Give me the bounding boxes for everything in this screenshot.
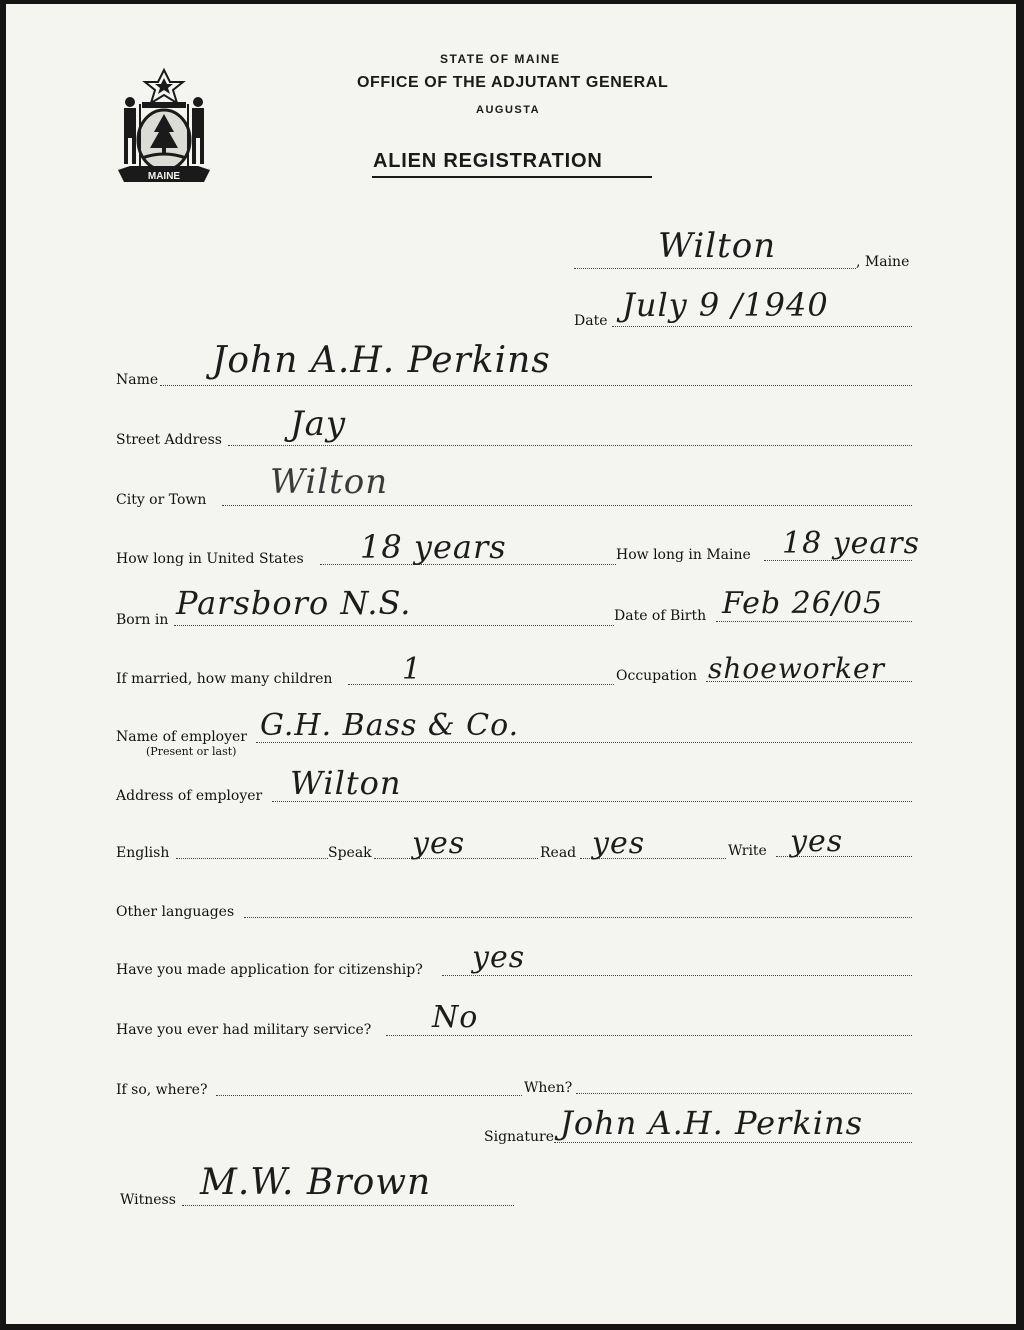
dob-label: Date of Birth	[614, 608, 707, 624]
read-label: Read	[540, 845, 577, 861]
english-label: English	[116, 845, 170, 861]
town-value[interactable]: Wilton	[658, 226, 777, 266]
write-value[interactable]: yes	[790, 824, 844, 859]
english-line	[176, 858, 328, 859]
other-languages-line	[244, 917, 912, 918]
seal-banner-text: MAINE	[147, 171, 181, 182]
state-heading: STATE OF MAINE	[440, 52, 561, 66]
military-value[interactable]: No	[432, 1000, 479, 1035]
occupation-value[interactable]: shoeworker	[708, 652, 885, 685]
name-value[interactable]: John A.H. Perkins	[212, 340, 551, 381]
military-label: Have you ever had military service?	[116, 1022, 372, 1038]
write-label: Write	[728, 843, 767, 859]
occupation-label: Occupation	[616, 668, 698, 684]
other-languages-label: Other languages	[116, 904, 235, 920]
witness-label: Witness	[120, 1192, 176, 1208]
maine-suffix-label: , Maine	[856, 254, 910, 270]
office-heading: OFFICE OF THE ADJUTANT GENERAL	[357, 74, 669, 91]
born-in-label: Born in	[116, 612, 169, 628]
state-seal-icon	[112, 66, 216, 188]
city-value[interactable]: Wilton	[270, 462, 389, 502]
speak-label: Speak	[328, 845, 372, 861]
when-label: When?	[524, 1080, 573, 1096]
born-in-value[interactable]: Parsboro N.S.	[176, 584, 412, 622]
signature-value[interactable]: John A.H. Perkins	[560, 1104, 863, 1142]
dob-value[interactable]: Feb 26/05	[722, 586, 884, 621]
witness-line	[182, 1205, 514, 1206]
dob-line	[716, 621, 912, 622]
street-value[interactable]: Jay	[290, 404, 347, 444]
title-underline	[372, 176, 652, 178]
military-line	[386, 1035, 912, 1036]
street-label: Street Address	[116, 432, 222, 448]
where-line	[216, 1095, 522, 1096]
when-line	[576, 1093, 912, 1094]
name-label: Name	[116, 372, 159, 388]
maine-duration-value[interactable]: 18 years	[782, 526, 921, 561]
form-title: ALIEN REGISTRATION	[373, 150, 603, 172]
employer-address-value[interactable]: Wilton	[290, 764, 402, 802]
street-line	[228, 445, 912, 446]
employer-address-label: Address of employer	[116, 788, 263, 804]
children-value[interactable]: 1	[402, 652, 423, 687]
us-duration-value[interactable]: 18 years	[360, 528, 507, 566]
employer-value[interactable]: G.H. Bass & Co.	[260, 708, 520, 743]
employer-sublabel: (Present or last)	[146, 745, 237, 758]
date-value[interactable]: July 9 /1940	[622, 286, 829, 324]
citizenship-line	[442, 975, 912, 976]
children-line	[348, 684, 614, 685]
signature-line	[554, 1142, 912, 1143]
where-label: If so, where?	[116, 1082, 208, 1098]
maine-duration-label: How long in Maine	[616, 547, 751, 563]
name-line	[160, 385, 912, 386]
city-line	[222, 505, 912, 506]
signature-label: Signature	[484, 1129, 555, 1145]
read-value[interactable]: yes	[592, 826, 646, 861]
citizenship-value[interactable]: yes	[472, 940, 526, 975]
children-label: If married, how many children	[116, 671, 333, 687]
witness-value[interactable]: M.W. Brown	[200, 1162, 432, 1203]
speak-value[interactable]: yes	[412, 826, 466, 861]
born-in-line	[174, 625, 614, 626]
town-line	[574, 268, 856, 269]
city-label: City or Town	[116, 492, 207, 508]
date-line	[612, 326, 912, 327]
employer-label: Name of employer	[116, 729, 247, 745]
city-heading: AUGUSTA	[476, 104, 541, 116]
date-label: Date	[574, 313, 608, 329]
citizenship-label: Have you made application for citizenship?	[116, 962, 423, 978]
us-duration-label: How long in United States	[116, 551, 304, 567]
